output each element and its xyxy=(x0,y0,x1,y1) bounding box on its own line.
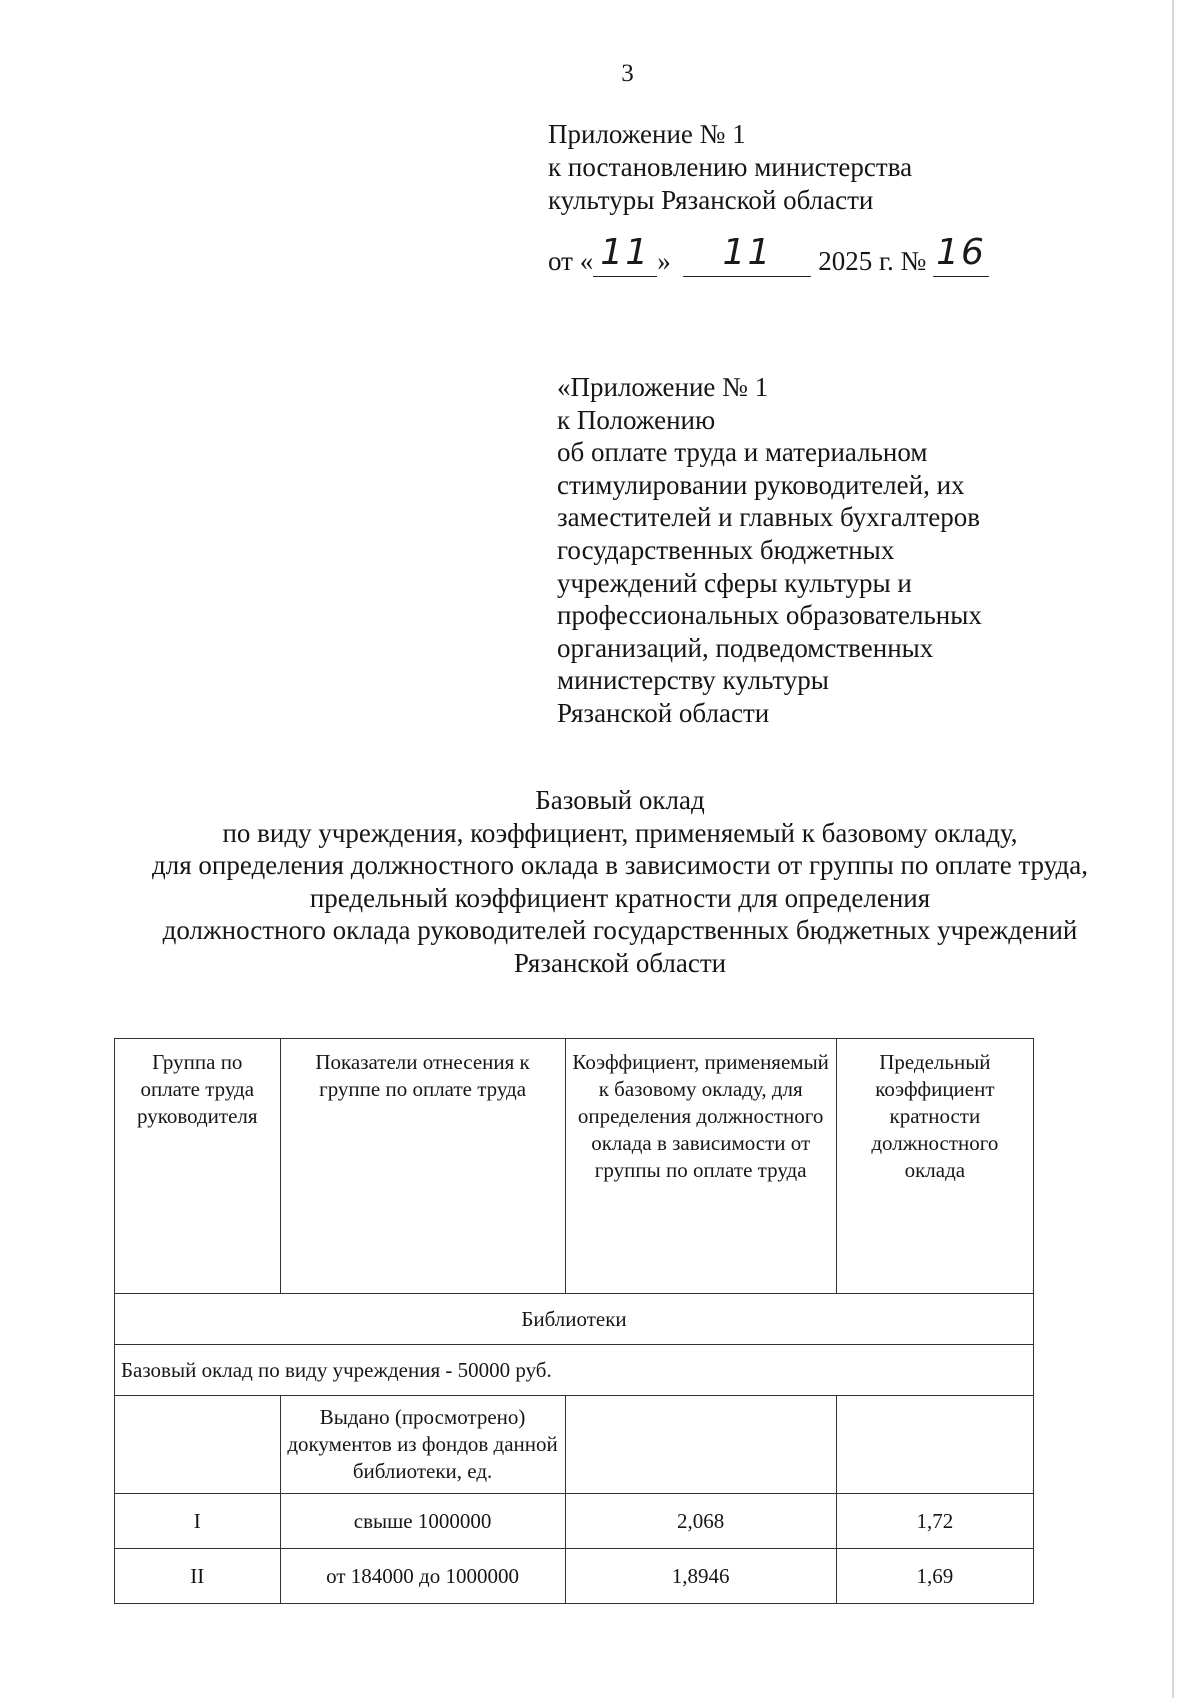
page-number: 3 xyxy=(621,60,634,87)
title-line: Базовый оклад xyxy=(535,785,705,815)
number-field xyxy=(933,232,989,277)
appendix-line: министерству культуры xyxy=(557,665,829,696)
row-group: II xyxy=(115,1549,281,1604)
title-line: предельный коэффициент кратности для определения xyxy=(309,882,931,913)
header-indicators: Показатели отнесения к группе по оплате труда xyxy=(280,1039,565,1294)
handwritten-month: 11 xyxy=(722,232,773,273)
table-row xyxy=(115,1494,1034,1549)
appendix-line: заместителей и главных бухгалтеров xyxy=(557,502,981,533)
indicator-description: Выдано (просмотрено) документов из фондов данной библиотеки, ед. xyxy=(280,1396,565,1494)
appendix-line: об оплате труда и материальном xyxy=(557,437,928,468)
date-prefix: от « xyxy=(548,246,594,276)
appendix-line: Рязанской области xyxy=(557,697,770,728)
base-salary-text: Базовый оклад по виду учреждения - 50000 руб. xyxy=(115,1345,1034,1396)
header-coefficient: Коэффициент, применяемый к базовому окладу, для определения должностного оклада в зависимости от группы по оплате труда xyxy=(565,1039,836,1294)
approval-date-line xyxy=(548,232,989,277)
approval-line: культуры Рязанской области xyxy=(548,185,874,215)
title-line: Рязанской области xyxy=(513,947,727,978)
appendix-line: государственных бюджетных xyxy=(557,534,895,565)
salary-table xyxy=(114,1038,1034,1604)
row-group: I xyxy=(115,1494,281,1549)
year-text: 2025 г. № xyxy=(818,246,927,276)
title-line: по виду учреждения, коэффициент, применяемый к базовому окладу, xyxy=(222,817,1018,848)
table-cell xyxy=(115,1396,281,1494)
row-indicator: от 184000 до 1000000 xyxy=(280,1549,565,1604)
document-title xyxy=(0,784,1200,979)
date-mid: » xyxy=(657,246,671,276)
table-cell xyxy=(565,1396,836,1494)
appendix-line: профессиональных образовательных xyxy=(557,600,982,631)
table-cell xyxy=(836,1396,1033,1494)
row-coefficient: 1,8946 xyxy=(565,1549,836,1604)
appendix-line: учреждений сферы культуры и xyxy=(557,567,912,598)
appendix-line: к Положению xyxy=(557,404,716,435)
title-line: для определения должностного оклада в зависимости от группы по оплате труда, xyxy=(152,850,1088,880)
day-field xyxy=(593,232,657,277)
handwritten-number: 16 xyxy=(936,232,986,273)
row-limit: 1,69 xyxy=(836,1549,1033,1604)
appendix-line: организаций, подведомственных xyxy=(557,632,934,663)
row-limit: 1,72 xyxy=(836,1494,1033,1549)
appendix-line: стимулировании руководителей, их xyxy=(557,469,965,500)
approval-block xyxy=(548,118,912,217)
appendix-line: «Приложение № 1 xyxy=(557,372,769,402)
handwritten-day: 11 xyxy=(600,232,651,273)
row-coefficient: 2,068 xyxy=(565,1494,836,1549)
title-line: должностного оклада руководителей государственных бюджетных учреждений xyxy=(162,915,1078,945)
row-indicator: свыше 1000000 xyxy=(280,1494,565,1549)
month-field xyxy=(683,232,811,277)
appendix-block xyxy=(557,371,982,730)
section-title: Библиотеки xyxy=(115,1294,1034,1345)
header-limit-coefficient: Предельный коэффициент кратности должностного оклада xyxy=(836,1039,1033,1294)
table-row xyxy=(115,1549,1034,1604)
approval-line: Приложение № 1 xyxy=(548,119,746,149)
approval-line: к постановлению министерства xyxy=(548,152,913,182)
table-base-salary-row xyxy=(115,1345,1034,1396)
header-group: Группа по оплате труда руководителя xyxy=(115,1039,281,1294)
table-section-row xyxy=(115,1294,1034,1345)
table-header-row xyxy=(115,1039,1034,1294)
table-indicator-row xyxy=(115,1396,1034,1494)
